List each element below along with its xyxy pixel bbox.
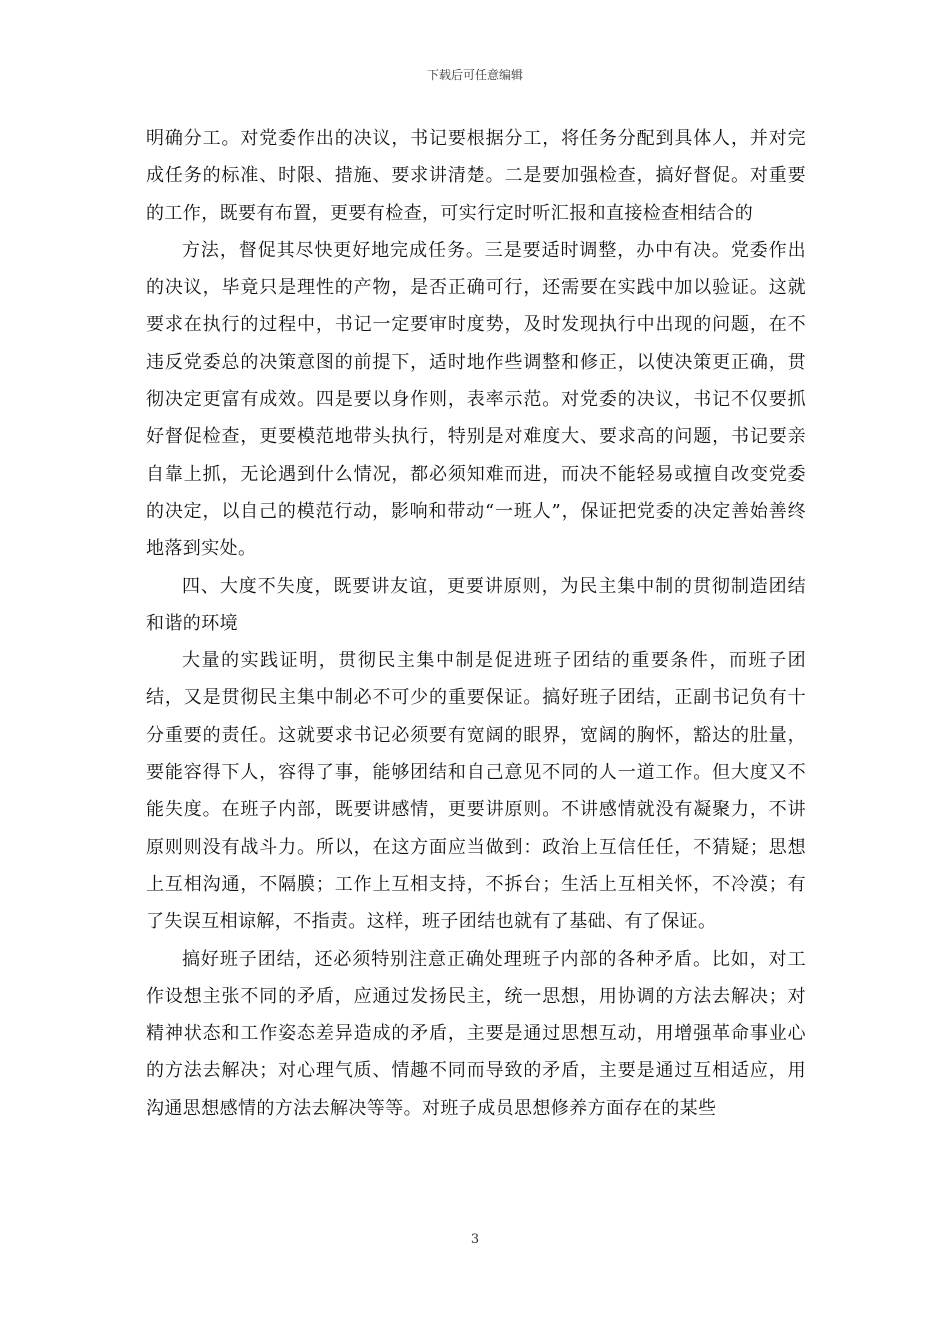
paragraph-2: 方法，督促其尽快更好地完成任务。三是要适时调整，办中有决。党委作出的决议，毕竟只是理性的产物，是否正确可行，还需要在实践中加以验证。这就要求在执行的过程中，书记一定要审时度势，及时发现执行中出现的问题，在不违反党委总的决策意图的前提下，适时地作些调整和修正，以使决策更正确，贯彻决定更富有成效。四是要以身作则，表率示范。对党委的决议，书记不仅要抓好督促检查，更要模范地带头执行，特别是对难度大、要求高的问题，书记要亲自靠上抓，无论遇到什么情况，都必须知难而进，而决不能轻易或擅自改变党委的决定，以自己的模范行动，影响和带动“一班人”，保证把党委的决定善始善终地落到实处。 bbox=[146, 239, 806, 560]
paragraph-4: 搞好班子团结，还必须特别注意正确处理班子内部的各种矛盾。比如，对工作设想主张不同的矛盾，应通过发扬民主，统一思想，用协调的方法去解决；对精神状态和工作姿态差异造成的矛盾，主要是通过思想互动，用增强革命事业心的方法去解决；对心理气质、情趣不同而导致的矛盾，主要是通过互相适应，用沟通思想感情的方法去解决等等。对班子成员思想修养方面存在的某些 bbox=[146, 948, 806, 1119]
page-number: 3 bbox=[470, 1232, 480, 1247]
paragraph-1: 明确分工。对党委作出的决议，书记要根据分工，将任务分配到具体人，并对完成任务的标准、时限、措施、要求讲清楚。二是要加强检查，搞好督促。对重要的工作，既要有布置，更要有检查，可实行定时听汇报和直接检查相结合的 bbox=[146, 128, 806, 224]
document-body bbox=[146, 120, 806, 1127]
section-heading: 四、大度不失度，既要讲友谊，更要讲原则，为民主集中制的贯彻制造团结和谐的环境 bbox=[146, 575, 806, 634]
page-header: 下载后可任意编辑 bbox=[426, 68, 523, 82]
paragraph-3: 大量的实践证明，贯彻民主集中制是促进班子团结的重要条件，而班子团结，又是贯彻民主集中制必不可少的重要保证。搞好班子团结，正副书记负有十分重要的责任。这就要求书记必须要有宽阔的眼界，宽阔的胸怀，豁达的肚量，要能容得下人，容得了事，能够团结和自己意见不同的人一道工作。但大度又不能失度。在班子内部，既要讲感情，更要讲原则。不讲感情就没有凝聚力，不讲原则则没有战斗力。所以，在这方面应当做到：政治上互信任任，不猜疑；思想上互相沟通，不隔膜；工作上互相支持，不拆台；生活上互相关怀，不冷漠；有了失误互相谅解，不指责。这样，班子团结也就有了基础、有了保证。 bbox=[146, 650, 806, 933]
